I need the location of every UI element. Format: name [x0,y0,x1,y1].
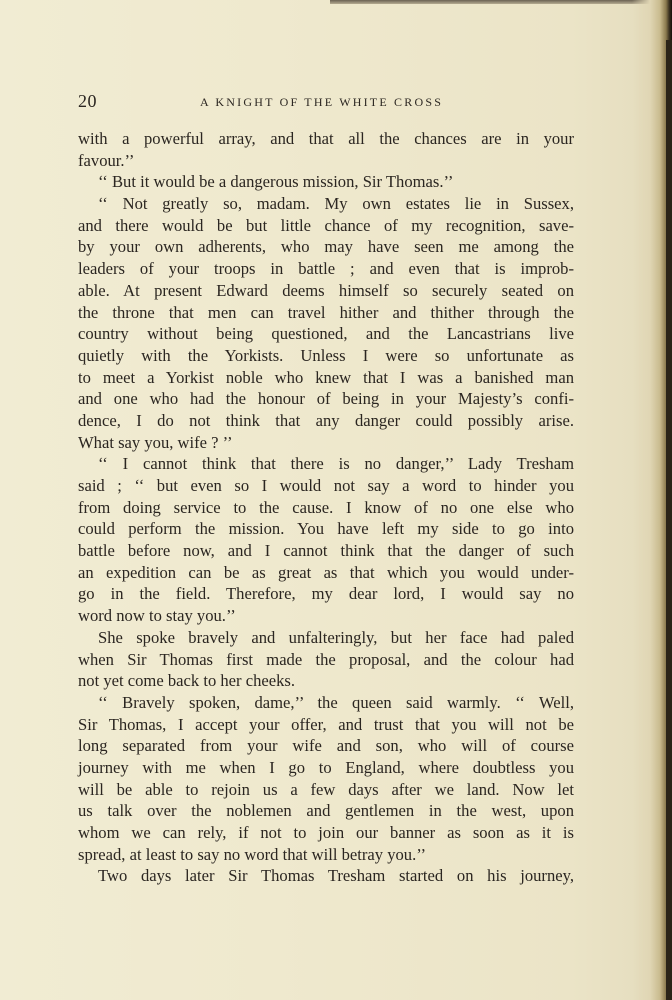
text-line: not yet come back to her cheeks. [78,671,296,691]
text-line: the throne that men can travel hither and thither through the [78,302,574,322]
text-line: She spoke bravely and unfalteringly, but her face had paled [98,627,574,647]
text-line: What say you, wife ? ’’ [78,432,233,452]
text-line: ‘‘ But it would be a dangerous mission, Sir Thomas.’’ [98,172,454,192]
text-line: with a powerful array, and that all the chances are in your [78,129,574,148]
text-line: Sir Thomas, I accept your offer, and trust that you will not be [78,714,574,734]
text-line: and there would be but little chance of my recognition, save- [78,215,574,235]
text-line: Two days later Sir Thomas Tresham started on his journey, [98,866,574,886]
text-line: favour.’’ [78,150,135,170]
text-line: whom we can rely, if not to join our banner as soon as it is [78,823,574,842]
text-line: leaders of your troops in battle ; and even that is improb- [78,259,574,279]
text-line: by your own adherents, who may have seen me among the [78,237,574,257]
text-line: ‘‘ I cannot think that there is no danger,’’ Lady Tresham [98,454,574,474]
running-title: A KNIGHT OF THE WHITE CROSS [200,95,444,109]
text-line: an expedition can be as great as that which you would under- [78,562,574,582]
text-line: quietly with the Yorkists. Unless I were so unfortunate as [78,345,574,365]
text-line: will be able to rejoin us a few days after we land. Now let [78,779,574,799]
text-line: battle before now, and I cannot think that the danger of such [78,541,574,561]
page-edge-line [666,40,672,1000]
text-line: word now to stay you.’’ [78,606,236,626]
text-line: us talk over the noblemen and gentlemen in the west, upon [78,801,574,821]
text-line: ‘‘ Bravely spoken, dame,’’ the queen said warmly. ‘‘ Well, [98,692,574,712]
page-number: 20 [78,91,97,111]
text-line: spread, at least to say no word that will betray you.’’ [78,844,427,864]
text-line: to meet a Yorkist noble who knew that I was a banished man [78,367,574,387]
text-line: dence, I do not think that any danger could possibly arise. [78,410,574,430]
text-line: journey with me when I go to England, where doubtless you [78,757,574,777]
text-line: and one who had the honour of being in your Majesty’s confi- [78,389,574,409]
text-line: go in the field. Therefore, my dear lord, I would say no [78,584,574,604]
text-line: could perform the mission. You have left my side to go into [78,519,574,539]
page-top-shadow [330,0,672,4]
text-line: ‘‘ Not greatly so, madam. My own estates lie in Sussex, [98,194,574,214]
text-line: said ; ‘‘ but even so I would not say a word to hinder you [78,476,574,495]
text-line: long separated from your wife and son, who will of course [78,736,574,756]
running-head [78,91,598,113]
text-line: country without being questioned, and the Lancastrians live [78,324,574,344]
body-text [78,128,574,887]
text-line: able. At present Edward deems himself so securely seated on [78,280,574,300]
text-line: when Sir Thomas first made the proposal, and the colour had [78,649,574,669]
text-line: from doing service to the cause. I know of no one else who [78,497,574,517]
